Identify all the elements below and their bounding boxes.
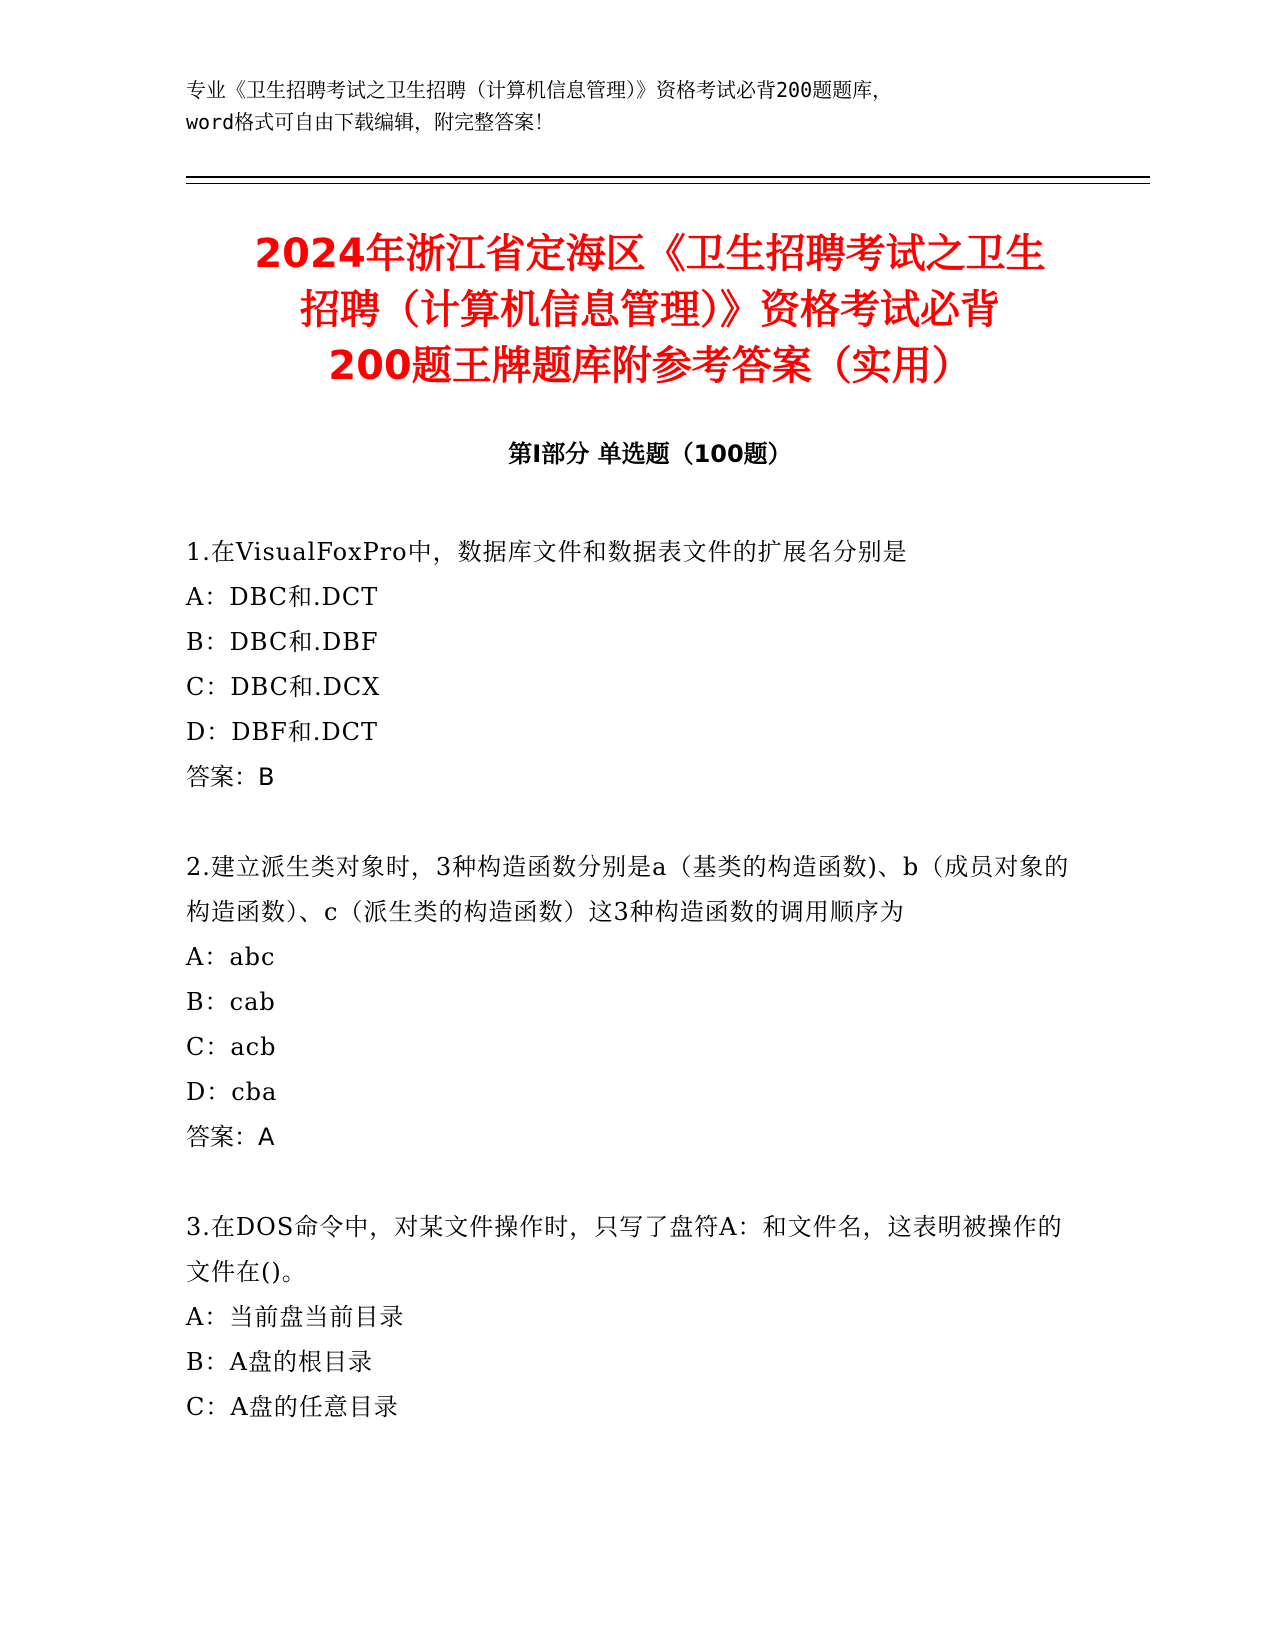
option-b: B：cab	[186, 988, 276, 1016]
option-d: D：cba	[186, 1078, 278, 1106]
header-divider-thick	[186, 176, 1150, 178]
question-2	[186, 845, 1086, 1160]
header-divider-thin	[186, 183, 1150, 184]
answer: 答案：A	[186, 1123, 275, 1151]
document-title	[150, 226, 1150, 394]
question-text: 2.建立派生类对象时，3种构造函数分别是a（基类的构造函数)、b（成员对象的构造函数）、c（派生类的构造函数）这3种构造函数的调用顺序为	[186, 853, 1070, 926]
option-b: B：A盘的根目录	[186, 1348, 373, 1376]
option-c: C：DBC和.DCX	[186, 673, 381, 701]
header-note	[186, 74, 1086, 138]
document-title-line-1: 2024年浙江省定海区《卫生招聘考试之卫生	[254, 231, 1046, 277]
header-note-line-2: word格式可自由下载编辑，附完整答案！	[186, 110, 555, 134]
section-title: 第Ⅰ部分 单选题（100题）	[508, 440, 792, 468]
document-title-line-3: 200题王牌题库附参考答案（实用）	[328, 343, 972, 389]
question-1	[186, 530, 1086, 800]
option-c: C：acb	[186, 1033, 277, 1061]
option-b: B：DBC和.DBF	[186, 628, 379, 656]
option-a: A：当前盘当前目录	[186, 1303, 405, 1331]
option-c: C：A盘的任意目录	[186, 1393, 399, 1421]
option-a: A：DBC和.DCT	[186, 583, 379, 611]
document-title-line-2: 招聘（计算机信息管理）》资格考试必背	[300, 287, 1000, 333]
question-list	[186, 530, 1086, 1475]
option-a: A：abc	[186, 943, 276, 971]
question-text: 3.在DOS命令中，对某文件操作时，只写了盘符A：和文件名，这表明被操作的文件在()。	[186, 1213, 1063, 1286]
header-note-line-1: 专业《卫生招聘考试之卫生招聘（计算机信息管理）》资格考试必背200题题库，	[186, 78, 893, 102]
question-text: 1.在VisualFoxPro中，数据库文件和数据表文件的扩展名分别是	[186, 538, 908, 566]
question-3	[186, 1205, 1086, 1430]
answer: 答案：B	[186, 763, 275, 791]
option-d: D：DBF和.DCT	[186, 718, 379, 746]
